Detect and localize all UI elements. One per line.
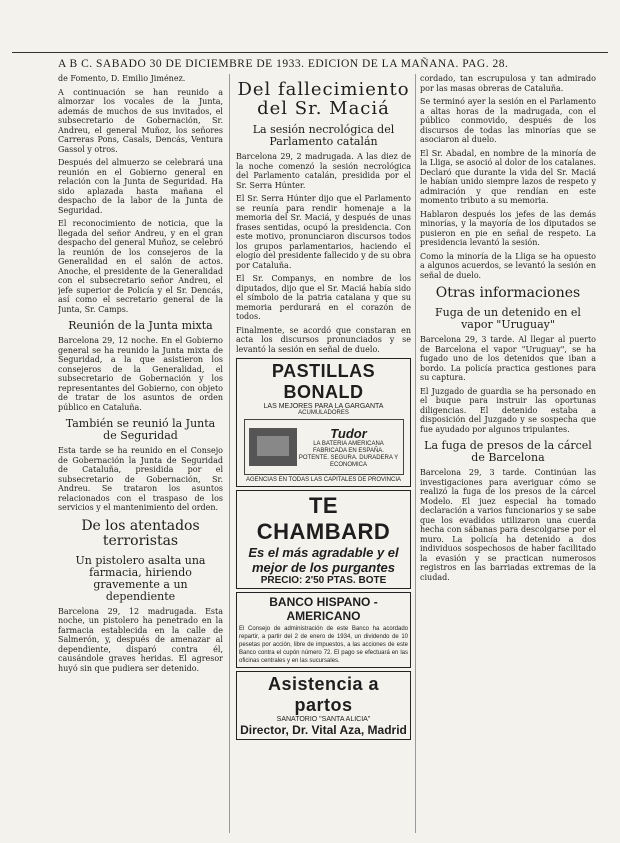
ad-banco-hispano — [236, 592, 411, 668]
paragraph: Finalmente, se acordó que constaran en acta los discursos pronunciados y se levantó la sesión en señal de duelo. — [236, 325, 411, 354]
paragraph: Como la minoría de la Lliga se ha opuesto a algunos acuerdos, se levantó la sesión en señal de duelo. — [420, 251, 596, 280]
ad-pastillas-bonald — [236, 358, 411, 487]
ad-title: BANCO HISPANO - AMERICANO — [269, 595, 378, 623]
ad-title: Asistencia a partos — [267, 674, 380, 715]
paragraph: de Fomento, D. Emilio Jiménez. — [58, 74, 186, 83]
paragraph: El reconocimiento de noticia, que la llegada del señor Andreu, y en el gran despacho del general Muñoz, se celebró la reunión de los consejeros de la Generalidad en el salón de actos. Anoche, el presidente de la Generalidad con el subsecretario señor Andreu, el jefe superior de Policía y el Sr. Dencás, así como el secretario general de la Junta, Sr. Camps. — [58, 219, 223, 314]
article-headline: Del fallecimiento del Sr. Maciá — [237, 79, 410, 119]
ad-te-chambard — [236, 490, 411, 589]
ad-subtitle: SANATORIO "SANTA ALICIA" — [276, 716, 371, 723]
column-divider — [229, 74, 230, 833]
ad-text: LA BATERIA AMERICANA FABRICADA EN ESPAÑA. POTENTE. SEGURA. DURADERA Y ECONOMICA — [298, 440, 399, 468]
paragraph: Barcelona 29, 2 madrugada. A las diez de la noche comenzó la sesión necrológica del Parlamento catalán, presidida por el Sr. Serra Húnter. — [236, 152, 411, 190]
section-heading: De los atentados terroristas — [81, 517, 200, 549]
section-heading: La fuga de presos de la cárcel de Barcelona — [424, 439, 592, 464]
ad-director: Director, Dr. Vital Aza, Madrid — [240, 723, 407, 737]
page-header — [0, 0, 620, 70]
ad-label: ACUMULADORES — [298, 410, 349, 416]
paragraph: A continuación se han reunido a almorzar los vocales de la Junta, además de muchos de sus invitados, el subsecretario de Gobernación, Sr. Andreu, el general Muñoz, los señores Carreras Pons, Casals, Dencás, Ventura Gassol y otros. — [58, 87, 223, 154]
ad-brand: Tudor — [330, 425, 367, 441]
column-middle — [236, 74, 411, 833]
paragraph: Barcelona 29, 12 madrugada. Esta noche, un pistolero ha penetrado en la farmacia establecida en la calle de Salmerón, y, después de amenazar al dependiente, disparó contra él, causándole graves heridas. El agresor huyó sin que pudiera ser detenido. — [58, 606, 223, 673]
paragraph: cordado, tan escrupulosa y tan admirado por las masas obreras de Cataluña. — [420, 74, 596, 93]
ad-slogan: Es el más agradable y el mejor de los purgantes — [248, 545, 399, 575]
paragraph: El Sr. Companys, en nombre de los diputados, dijo que el Sr. Maciá había sido el símbolo de la patria catalana y que su memoria perdurará en el corazón de todos. — [236, 274, 411, 321]
battery-icon — [249, 428, 297, 466]
ad-price: PRECIO: 2'50 PTAS. BOTE — [260, 575, 387, 586]
ad-footer: AGENCIAS EN TODAS LAS CAPITALES DE PROVINCIA — [245, 477, 402, 483]
ad-text: El Consejo de administración de este Banco ha acordado repartir, a partir del 2 de enero de 1934, un dividendo de 10 pesetas por acción, libre de impuestos, a las acciones de este Banco contra el cupón número 72. El pago se efectuará en las oficinas centrales y en las sucursales. — [239, 626, 408, 664]
paragraph: Después del almuerzo se celebrará una reunión en el Gobierno general en relación con la Junta de Seguridad. Ha sido aplazada hasta mañana el despacho de la labor de la Junta de Seguridad. — [58, 158, 223, 215]
column-right — [420, 74, 596, 833]
ad-asistencia-partos — [236, 671, 411, 740]
paragraph: Barcelona 29, 3 tarde. Continúan las investigaciones para averiguar cómo se realizó la fuga de los presos de la cárcel Modelo. El juez especial ha tomado declaración a varios funcionarios y se sabe que los evadidos utilizaron una cuerda hecha con sábanas para descolgarse por el muro. La policía ha detenido a dos individuos sospechosos de haber facilitado la evasión y se practican numerosos registros en las barriadas extremas de la ciudad. — [420, 468, 596, 582]
page-header-title: A B C. SABADO 30 DE DICIEMBRE DE 1933. EDICION DE LA MAÑANA. PAG. 28. — [58, 58, 509, 70]
ad-title: PASTILLAS BONALD — [271, 361, 376, 402]
paragraph: Barcelona 29, 12 noche. En el Gobierno general se ha reunido la Junta mixta de Seguridad, a la que asistieron los consejeros de la Generalidad, el subsecretario de Gobernación y los representantes del Gobierno, con objeto de tratar de los asuntos de orden público en Cataluña. — [58, 336, 223, 412]
paragraph: El Sr. Abadal, en nombre de la minoría de la Lliga, se asoció al dolor de los catalanes. Declaró que durante la vida del Sr. Maciá le habían unido siempre lazos de respeto y admiración y que rendían en este momento tributo a su memoria. — [420, 148, 596, 205]
section-heading: Reunión de la Junta mixta — [68, 319, 213, 332]
paragraph: Se terminó ayer la sesión en el Parlamento a altas horas de la madrugada, con el público conmovido, después de los discursos de todas las minorías que se asociaron al duelo. — [420, 97, 596, 144]
ad-title: TE CHAMBARD — [256, 493, 391, 544]
paragraph: Esta tarde se ha reunido en el Consejo de Gobernación la Junta de Seguridad de Cataluña, presidida por el subsecretario de Gobernación, Sr. Andreu. Se trataron los asuntos relacionados con el traspaso de los servicios y el mantenimiento del orden. — [58, 446, 223, 512]
paragraph: Barcelona 29, 3 tarde. Al llegar al puerto de Barcelona el vapor "Uruguay", se ha fugado uno de los detenidos que iban a bordo. La policía practica gestiones para su captura. — [420, 335, 596, 382]
column-divider — [415, 74, 416, 833]
section-heading: También se reunió la Junta de Seguridad — [65, 417, 216, 442]
paragraph: El Sr. Serra Húnter dijo que el Parlamento se reunía para rendir homenaje a la memoria del Sr. Maciá, y después de unas frases sentidas, ocupó la presidencia. Con este motivo, pronunciaron discursos todos los grupos parlamentarios, haciendo el elogio del presidente fallecido y de su obra por Cataluña. — [236, 194, 411, 270]
section-heading: Otras informaciones — [435, 285, 581, 301]
paragraph: El Juzgado de guardia se ha personado en el buque para instruir las oportunas diligencias. El detenido estaba a disposición del Juzgado y se sospecha que fue ayudado por algunos tripulantes. — [420, 386, 596, 434]
section-heading: Un pistolero asalta una farmacia, hiriendo gravemente a un dependiente — [75, 553, 206, 603]
paragraph: Hablaron después los jefes de las demás minorías, y la mayoría de los diputados se pusieron en pie en señal de respeto. La presidencia levantó la sesión. — [420, 209, 596, 247]
header-rule — [12, 52, 608, 53]
column-left — [58, 74, 223, 833]
ad-battery-box — [244, 419, 404, 475]
section-heading: Fuga de un detenido en el vapor "Uruguay" — [435, 306, 581, 331]
section-heading: La sesión necrológica del Parlamento catalán — [252, 123, 395, 148]
ad-subtitle: LAS MEJORES PARA LA GARGANTA — [263, 403, 384, 410]
